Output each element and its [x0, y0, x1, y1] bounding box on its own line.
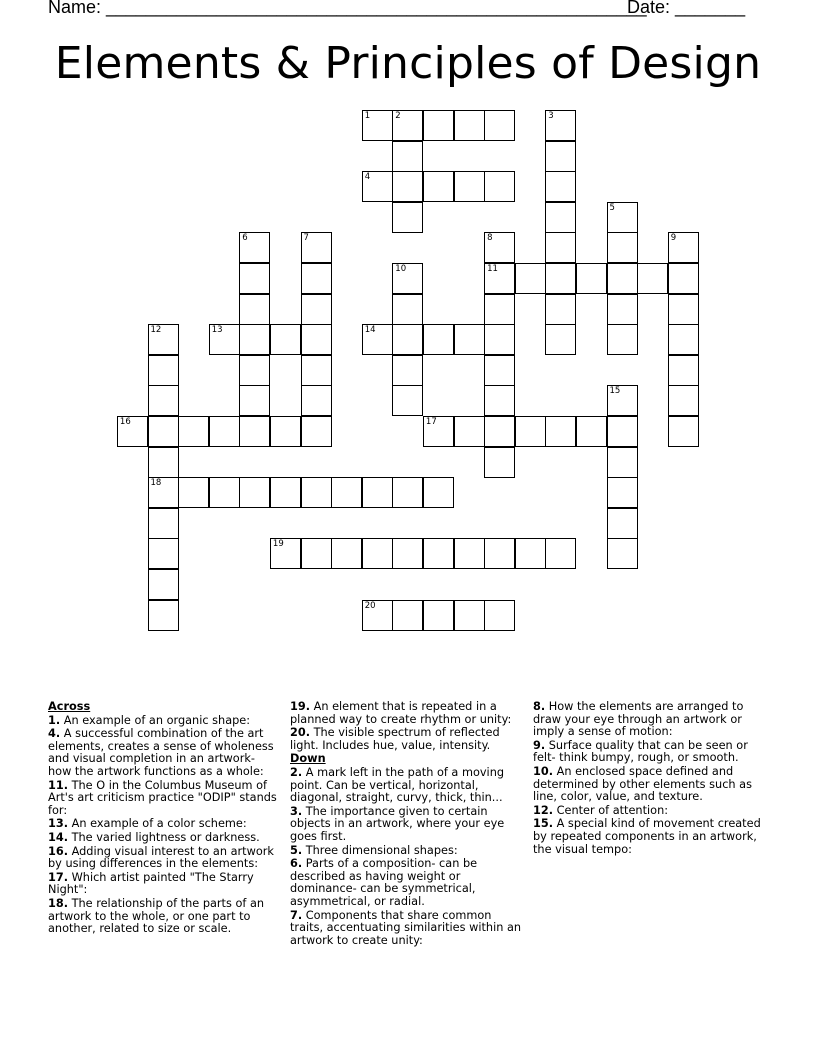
down-clue	[290, 858, 522, 908]
clue-num: 15.	[533, 817, 554, 831]
clue-number: 7	[303, 233, 309, 244]
clue-text: Which artist painted "The Starry Night":	[48, 870, 254, 897]
grid-cell[interactable]	[301, 416, 332, 447]
clue-number: 12	[150, 325, 162, 336]
clue-text: The O in the Columbus Museum of Art's art criticism practice "ODIP" stands for:	[48, 778, 277, 817]
grid-cell[interactable]	[545, 202, 576, 233]
grid-cell[interactable]	[668, 294, 699, 325]
grid-cell[interactable]	[301, 324, 332, 355]
grid-cell[interactable]	[545, 232, 576, 263]
down-clue	[290, 910, 522, 948]
across-clue	[48, 780, 280, 818]
grid-cell[interactable]	[148, 508, 179, 539]
grid-cell[interactable]	[607, 385, 638, 416]
across-clue	[290, 727, 522, 752]
clue-num: 5.	[290, 843, 303, 857]
down-clue	[533, 805, 765, 818]
across-clue	[290, 701, 522, 726]
clue-num: 16.	[48, 844, 69, 858]
grid-cell[interactable]	[576, 263, 607, 294]
clue-number: 13	[211, 325, 223, 336]
clue-number: 11	[487, 263, 498, 274]
grid-cell[interactable]	[239, 385, 270, 416]
grid-cell[interactable]	[209, 477, 240, 508]
grid-cell[interactable]	[423, 171, 454, 202]
grid-cell[interactable]	[392, 202, 423, 233]
grid-cell[interactable]	[454, 324, 485, 355]
grid-cell[interactable]	[301, 263, 332, 294]
grid-cell[interactable]	[607, 202, 638, 233]
across-clue	[48, 846, 280, 871]
clue-num: 14.	[48, 830, 69, 844]
grid-cell[interactable]	[454, 416, 485, 447]
grid-cell[interactable]	[545, 294, 576, 325]
clue-text: A successful combination of the art elements, creates a sense of wholeness and visual completion in an artwork- how the artwork functions as a whole:	[48, 727, 274, 778]
clue-number: 4	[364, 172, 371, 183]
clue-num: 8.	[533, 700, 546, 713]
grid-cell[interactable]	[576, 416, 607, 447]
grid-cell[interactable]	[362, 171, 393, 202]
clue-num: 13.	[48, 817, 69, 831]
grid-cell[interactable]	[239, 263, 270, 294]
grid-cell[interactable]	[331, 477, 362, 508]
grid-cell[interactable]	[392, 385, 423, 416]
grid-cell[interactable]	[239, 416, 270, 447]
clue-num: 1.	[48, 713, 61, 727]
grid-cell[interactable]	[668, 263, 699, 294]
grid-cell[interactable]	[362, 600, 393, 631]
across-clue	[48, 832, 280, 845]
clue-text: Parts of a composition- can be described as having weight or dominance- can be symmetrical, asymmetrical, or radial.	[290, 857, 478, 908]
clue-text: Components that share common traits, accentuating similarities within an artwork to create unity:	[290, 908, 522, 947]
across-clue	[48, 872, 280, 897]
clue-num: 20.	[290, 726, 311, 740]
grid-cell[interactable]	[515, 538, 546, 569]
grid-cell[interactable]	[607, 538, 638, 569]
clue-number: 18	[150, 478, 162, 489]
grid-cell[interactable]	[454, 171, 485, 202]
grid-cell[interactable]	[392, 355, 423, 386]
grid-cell[interactable]	[515, 416, 546, 447]
grid-cell[interactable]	[545, 141, 576, 172]
grid-cell[interactable]	[392, 110, 423, 141]
grid-cell[interactable]	[209, 324, 240, 355]
grid-cell[interactable]	[607, 477, 638, 508]
grid-cell[interactable]	[423, 416, 454, 447]
grid-cell[interactable]	[148, 477, 179, 508]
clue-text: The importance given to certain objects in an artwork, where your eye goes first.	[290, 804, 505, 843]
across-clue	[48, 898, 280, 936]
grid-cell[interactable]	[423, 477, 454, 508]
clue-num: 10.	[533, 764, 554, 778]
grid-cell[interactable]	[148, 538, 179, 569]
grid-cell[interactable]	[301, 385, 332, 416]
clue-num: 6.	[290, 857, 303, 871]
grid-cell[interactable]	[178, 477, 209, 508]
clue-number: 6	[242, 233, 248, 244]
grid-cell[interactable]	[239, 477, 270, 508]
clue-num: 12.	[533, 803, 554, 817]
grid-cell[interactable]	[392, 141, 423, 172]
clue-num: 18.	[48, 896, 69, 910]
grid-cell[interactable]	[117, 416, 148, 447]
clues-column-1	[48, 701, 280, 937]
clue-number: 9	[670, 233, 677, 244]
grid-cell[interactable]	[454, 538, 485, 569]
grid-cell[interactable]	[607, 324, 638, 355]
grid-cell[interactable]	[301, 355, 332, 386]
grid-cell[interactable]	[270, 324, 301, 355]
grid-cell[interactable]	[484, 294, 515, 325]
clue-number: 14	[364, 325, 376, 336]
grid-cell[interactable]	[668, 385, 699, 416]
clue-number: 19	[272, 539, 284, 550]
grid-cell[interactable]	[301, 477, 332, 508]
grid-cell[interactable]	[148, 447, 179, 478]
grid-cell[interactable]	[239, 232, 270, 263]
grid-cell[interactable]	[301, 232, 332, 263]
clue-number: 2	[395, 110, 401, 121]
clue-text: An enclosed space defined and determined by other elements such as line, color, value, and texture.	[533, 764, 752, 804]
grid-cell[interactable]	[178, 416, 209, 447]
clue-number: 17	[425, 416, 437, 427]
clue-number: 15	[609, 386, 621, 397]
grid-cell[interactable]	[484, 355, 515, 386]
clues-column-3	[533, 701, 765, 857]
clue-text: An element that is repeated in a planned way to create rhythm or unity:	[290, 700, 512, 726]
grid-cell[interactable]	[392, 263, 423, 294]
clue-num: 2.	[290, 765, 303, 779]
across-clue	[48, 715, 280, 728]
grid-cell[interactable]	[423, 600, 454, 631]
grid-cell[interactable]	[484, 385, 515, 416]
grid-cell[interactable]	[545, 171, 576, 202]
grid-cell[interactable]	[148, 385, 179, 416]
grid-cell[interactable]	[148, 600, 179, 631]
grid-cell[interactable]	[392, 600, 423, 631]
grid-cell[interactable]	[484, 324, 515, 355]
down-clue	[290, 806, 522, 844]
grid-cell[interactable]	[362, 538, 393, 569]
grid-cell[interactable]	[484, 263, 515, 294]
clue-num: 19.	[290, 700, 311, 713]
grid-cell[interactable]	[607, 447, 638, 478]
grid-cell[interactable]	[484, 171, 515, 202]
clue-num: 7.	[290, 908, 303, 922]
grid-cell[interactable]	[362, 324, 393, 355]
clue-text: An example of an organic shape:	[63, 713, 251, 727]
down-clue	[290, 845, 522, 858]
grid-cell[interactable]	[484, 600, 515, 631]
grid-cell[interactable]	[239, 324, 270, 355]
grid-cell[interactable]	[301, 294, 332, 325]
grid-cell[interactable]	[484, 538, 515, 569]
grid-cell[interactable]	[392, 294, 423, 325]
clue-number: 8	[487, 233, 493, 244]
grid-cell[interactable]	[270, 538, 301, 569]
down-clue	[533, 740, 765, 765]
grid-cell[interactable]	[362, 110, 393, 141]
grid-cell[interactable]	[301, 538, 332, 569]
grid-cell[interactable]	[484, 110, 515, 141]
grid-cell[interactable]	[392, 324, 423, 355]
clue-number: 20	[364, 600, 376, 611]
grid-cell[interactable]	[668, 416, 699, 447]
grid-cell[interactable]	[331, 538, 362, 569]
grid-cell[interactable]	[637, 263, 668, 294]
grid-cell[interactable]	[423, 538, 454, 569]
grid-cell[interactable]	[484, 416, 515, 447]
grid-cell[interactable]	[362, 477, 393, 508]
grid-cell[interactable]	[239, 355, 270, 386]
clue-number: 16	[119, 416, 131, 427]
clue-text: The relationship of the parts of an artwork to the whole, or one part to another, related to size or scale.	[48, 896, 265, 936]
grid-cell[interactable]	[454, 600, 485, 631]
grid-cell[interactable]	[545, 110, 576, 141]
grid-cell[interactable]	[392, 171, 423, 202]
clue-text: Adding visual interest to an artwork by using differences in the elements:	[48, 844, 274, 871]
grid-cell[interactable]	[454, 110, 485, 141]
grid-cell[interactable]	[607, 294, 638, 325]
grid-cell[interactable]	[607, 508, 638, 539]
grid-cell[interactable]	[545, 538, 576, 569]
clue-text: A special kind of movement created by repeated components in an artwork, the visual tempo:	[533, 817, 761, 856]
grid-cell[interactable]	[545, 324, 576, 355]
clues-column-2	[290, 701, 522, 948]
page-title: Elements & Principles of Design	[54, 38, 762, 89]
grid-cell[interactable]	[423, 110, 454, 141]
clue-text: A mark left in the path of a moving point. Can be vertical, horizontal, diagonal, straight, curvy, thick, thin...	[290, 765, 505, 805]
grid-cell[interactable]	[392, 477, 423, 508]
clue-number: 5	[609, 202, 615, 213]
clue-text: How the elements are arranged to draw your eye through an artwork or imply a sense of motion:	[533, 700, 744, 739]
grid-cell[interactable]	[392, 538, 423, 569]
grid-cell[interactable]	[545, 416, 576, 447]
clue-number: 3	[548, 110, 554, 121]
grid-cell[interactable]	[148, 324, 179, 355]
grid-cell[interactable]	[484, 447, 515, 478]
down-heading: Down	[290, 752, 326, 766]
across-clue	[48, 728, 280, 778]
grid-cell[interactable]	[270, 477, 301, 508]
grid-cell[interactable]	[515, 263, 546, 294]
grid-cell[interactable]	[239, 294, 270, 325]
down-clue	[533, 766, 765, 804]
across-heading: Across	[48, 700, 91, 713]
across-clue	[48, 818, 280, 831]
clue-text: Surface quality that can be seen or felt- think bumpy, rough, or smooth.	[533, 738, 748, 765]
name-field-label: Name: ______________________________________________________	[48, 0, 647, 17]
grid-cell[interactable]	[668, 324, 699, 355]
clue-num: 9.	[533, 738, 546, 752]
grid-cell[interactable]	[607, 263, 638, 294]
grid-cell[interactable]	[209, 416, 240, 447]
grid-cell[interactable]	[668, 232, 699, 263]
clue-text: Center of attention:	[556, 803, 669, 817]
clue-text: An example of a color scheme:	[71, 817, 247, 831]
grid-cell[interactable]	[607, 416, 638, 447]
grid-cell[interactable]	[668, 355, 699, 386]
grid-cell[interactable]	[484, 232, 515, 263]
grid-cell[interactable]	[270, 416, 301, 447]
grid-cell[interactable]	[607, 232, 638, 263]
clue-num: 17.	[48, 870, 69, 884]
clue-num: 4.	[48, 727, 61, 741]
clue-text: The visible spectrum of reflected light. Includes hue, value, intensity.	[290, 726, 500, 752]
clue-number: 10	[395, 263, 407, 274]
down-clue	[533, 818, 765, 856]
clue-number: 1	[364, 110, 371, 121]
grid-cell[interactable]	[423, 324, 454, 355]
clue-text: The varied lightness or darkness.	[71, 830, 260, 844]
grid-cell[interactable]	[148, 416, 179, 447]
down-clue	[533, 701, 765, 739]
clue-num: 3.	[290, 804, 303, 818]
date-field-label: Date: _______	[627, 0, 746, 17]
grid-cell[interactable]	[148, 569, 179, 600]
grid-cell[interactable]	[545, 263, 576, 294]
grid-cell[interactable]	[148, 355, 179, 386]
down-clue	[290, 767, 522, 805]
clue-num: 11.	[48, 778, 69, 792]
clue-text: Three dimensional shapes:	[305, 843, 458, 857]
